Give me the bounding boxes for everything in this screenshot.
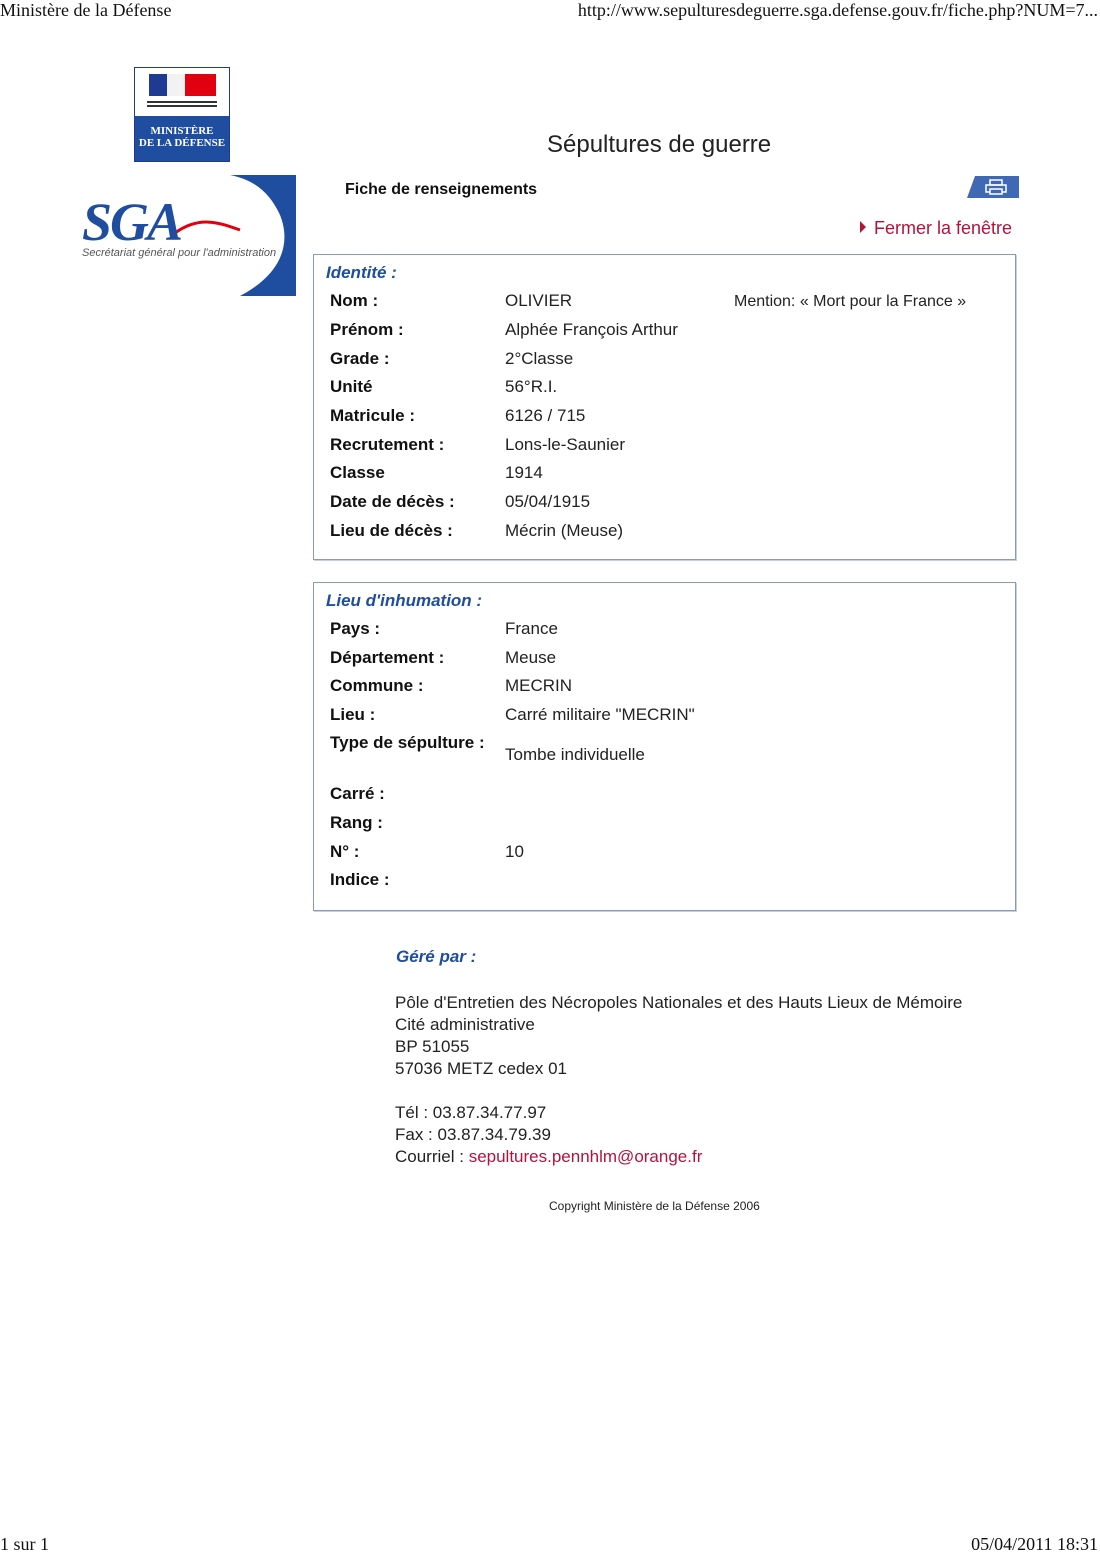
- value-pays: France: [505, 619, 558, 638]
- label-numero: N° :: [330, 842, 360, 861]
- label-prenom: Prénom :: [330, 320, 404, 339]
- site-title: Sépultures de guerre: [547, 131, 772, 158]
- value-type-sepulture: Tombe individuelle: [505, 745, 645, 764]
- label-unite: Unité: [330, 377, 373, 396]
- label-matricule: Matricule :: [330, 406, 416, 425]
- print-header-url: http://www.sepulturesdeguerre.sga.defense.gouv.fr/fiche.php?NUM=7...: [577, 0, 1098, 20]
- label-type-sepulture: Type de sépulture :: [330, 733, 485, 752]
- address-line-4: 57036 METZ cedex 01: [395, 1059, 567, 1078]
- label-nom: Nom :: [330, 291, 379, 310]
- ministry-logo: [134, 67, 230, 162]
- managed-by-title: Géré par :: [396, 947, 477, 966]
- value-nom: OLIVIER: [505, 291, 573, 310]
- label-indice: Indice :: [330, 870, 390, 889]
- address-line-3: BP 51055: [395, 1037, 470, 1056]
- address-line-2: Cité administrative: [395, 1015, 535, 1034]
- burial-title: Lieu d'inhumation :: [326, 591, 483, 610]
- arrow-right-icon: [860, 221, 866, 233]
- email-line: [395, 1146, 702, 1168]
- address-line-1: Pôle d'Entretien des Nécropoles Nationales et des Hauts Lieux de Mémoire: [395, 993, 963, 1012]
- phone-number: Tél : 03.87.34.77.97: [395, 1103, 547, 1122]
- value-numero: 10: [505, 842, 524, 861]
- print-footer-date: 05/04/2011 18:31: [971, 1534, 1098, 1554]
- close-window-label: Fermer la fenêtre: [874, 218, 1013, 238]
- label-carre: Carré :: [330, 784, 385, 803]
- fax-number: Fax : 03.87.34.79.39: [395, 1125, 551, 1144]
- value-grade: 2°Classe: [505, 349, 574, 368]
- label-rang: Rang :: [330, 813, 383, 832]
- label-recrutement: Recrutement :: [330, 435, 445, 454]
- label-commune: Commune :: [330, 676, 424, 695]
- print-button[interactable]: [967, 176, 1019, 198]
- value-lieu-deces: Mécrin (Meuse): [505, 521, 624, 540]
- close-window-link[interactable]: [860, 218, 1012, 239]
- label-pays: Pays :: [330, 619, 381, 638]
- identity-panel: [313, 254, 1016, 560]
- label-lieu-deces: Lieu de décès :: [330, 521, 453, 540]
- value-recrutement: Lons-le-Saunier: [505, 435, 626, 454]
- value-departement: Meuse: [505, 648, 557, 667]
- label-departement: Département :: [330, 648, 445, 667]
- value-commune: MECRIN: [505, 676, 573, 695]
- sga-logo-subtitle: Secrétariat général pour l'administration: [82, 247, 277, 259]
- sga-logo: [80, 175, 296, 296]
- print-footer-page: 1 sur 1: [0, 1534, 49, 1554]
- ministry-logo-line2: DE LA DÉFENSE: [138, 137, 226, 149]
- label-lieu: Lieu :: [330, 705, 376, 724]
- ministry-logo-line1: MINISTÈRE: [150, 125, 214, 137]
- label-classe: Classe: [330, 463, 385, 482]
- page-subtitle: Fiche de renseignements: [345, 181, 538, 198]
- value-matricule: 6126 / 715: [505, 406, 586, 425]
- value-unite: 56°R.I.: [505, 377, 558, 396]
- identity-title: Identité :: [326, 263, 397, 282]
- value-date-deces: 05/04/1915: [505, 492, 591, 511]
- value-lieu: Carré militaire "MECRIN": [505, 705, 695, 724]
- mention-text: Mention: « Mort pour la France »: [734, 293, 967, 310]
- label-grade: Grade :: [330, 349, 390, 368]
- printer-icon: [985, 179, 1007, 195]
- email-link[interactable]: sepultures.pennhlm@orange.fr: [468, 1147, 703, 1166]
- sga-logo-text: SGA: [82, 192, 182, 252]
- burial-panel: [313, 582, 1016, 911]
- print-header-title: Ministère de la Défense: [0, 0, 172, 20]
- copyright: Copyright Ministère de la Défense 2006: [549, 1199, 760, 1213]
- email-label: Courriel :: [395, 1147, 469, 1166]
- label-date-deces: Date de décès :: [330, 492, 455, 511]
- value-prenom: Alphée François Arthur: [505, 320, 678, 339]
- value-classe: 1914: [505, 463, 543, 482]
